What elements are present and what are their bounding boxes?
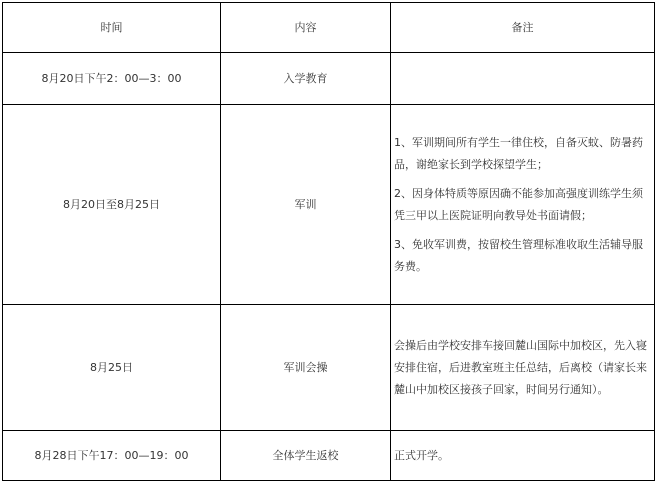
table-row	[3, 53, 655, 105]
row-remark	[391, 305, 655, 431]
row-remark	[391, 431, 655, 481]
row-remark	[391, 105, 655, 305]
row-content: 入学教育	[221, 53, 391, 105]
table-row	[3, 431, 655, 481]
row-remark-empty	[391, 53, 655, 105]
remark-item: 2、因身体特质等原因确不能参加高强度训练学生须凭三甲以上医院证明向教导处书面请假；	[394, 186, 643, 222]
remark-item: 1、军训期间所有学生一律住校，自备灭蚊、防暑药品，谢绝家长到学校探望学生；	[394, 135, 643, 171]
remark-item: 3、免收军训费，按留校生管理标准收取生活辅导服务费。	[394, 237, 643, 273]
header-content: 内容	[221, 3, 391, 53]
row-time: 8月20日下午2：00—3：00	[3, 53, 221, 105]
header-remark: 备注	[391, 3, 655, 53]
row-content: 全体学生返校	[221, 431, 391, 481]
table-row	[3, 305, 655, 431]
row-time: 8月25日	[3, 305, 221, 431]
remark-item: 会操后由学校安排车接回麓山国际中加校区，先入寝安排住宿，后进教室班主任总结，后离校（请家长来麓山中加校区接孩子回家，时间另行通知）。	[394, 338, 647, 396]
row-time: 8月28日下午17：00—19：00	[3, 431, 221, 481]
table-row	[3, 105, 655, 305]
row-content: 军训	[221, 105, 391, 305]
header-time: 时间	[3, 3, 221, 53]
schedule-table-wrapper	[2, 2, 655, 481]
remark-item: 正式开学。	[394, 448, 449, 462]
schedule-table	[2, 2, 655, 481]
row-time: 8月20日至8月25日	[3, 105, 221, 305]
table-header-row	[3, 3, 655, 53]
row-content: 军训会操	[221, 305, 391, 431]
